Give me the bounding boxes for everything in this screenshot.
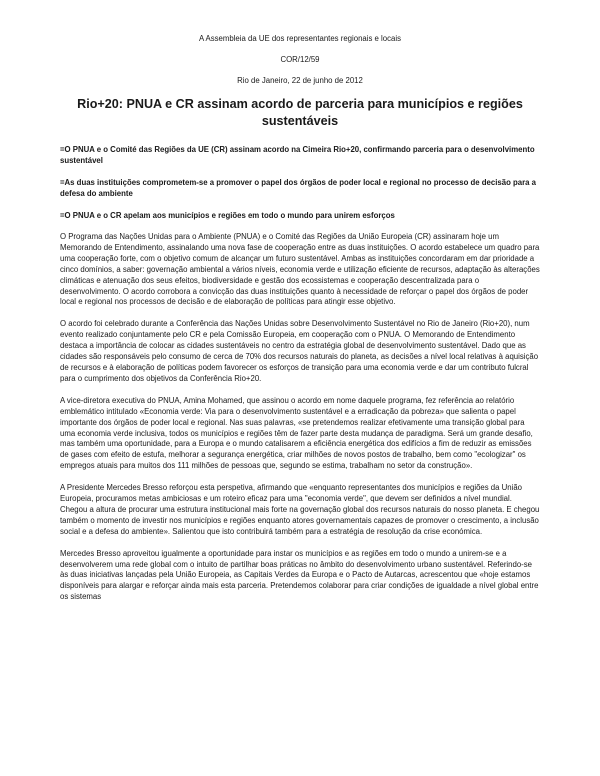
body-paragraph: A Presidente Mercedes Bresso reforçou esta perspetiva, afirmando que «enquanto representantes dos municípios e regiões da União Europeia, procuramos metas ambiciosas e um roteiro eficaz para uma "economia verde", que devem ser definidos a nível mundial. Chegou a altura de procurar uma estrutura institucional mais forte na governação global dos recursos naturais do nosso planeta. E chegou também o momento de investir nos municípios e regiões enquanto atores governamentais capazes de promover o crescimento, a inclusão social e a defesa do ambiente». Salientou que isto contribuirá também para a estratégia de resolução da crise económica. [60,483,540,536]
body-paragraph: O acordo foi celebrado durante a Conferência das Nações Unidas sobre Desenvolvimento Sustentável no Rio de Janeiro (Rio+20), num evento realizado conjuntamente pelo CR e pela Comissão Europeia, em cooperação com o PNUA. O Memorando de Entendimento destaca a importância de colocar as cidades sustentáveis no centro da estratégia global de desenvolvimento sustentável. Dado que as cidades são responsáveis pelo consumo de cerca de 70% dos recursos naturais do planeta, as decisões a nível local relativas à aquisição de recursos e à elaboração de políticas podem favorecer os esforços de transição para uma economia verde e dar um contributo fulcral para o cumprimento dos objetivos da Conferência Rio+20. [60,319,539,383]
summary-bullet: =As duas instituições comprometem-se a promover o papel dos órgãos de poder local e regional no processo de decisão para a defesa do ambiente [60,178,536,198]
summary-bullet: =O PNUA e o CR apelam aos municípios e regiões em todo o mundo para unirem esforços [60,211,395,220]
reference-number: COR/12/59 [280,55,320,64]
summary-bullet: =O PNUA e o Comité das Regiões da UE (CR) assinam acordo na Cimeira Rio+20, confirmando parceria para o desenvolvimento sustentável [60,145,535,165]
organization-line: A Assembleia da UE dos representantes regionais e locais [199,34,401,43]
page-title: Rio+20: PNUA e CR assinam acordo de parceria para municípios e regiões sustentáveis [77,97,523,128]
body-paragraph: A vice-diretora executiva do PNUA, Amina Mohamed, que assinou o acordo em nome daquele programa, fez referência ao relatório emblemático intitulado «Economia verde: Via para o desenvolvimento sustentável e a erradicação da pobreza» que salienta o papel importante dos órgãos de poder local e regional. Nas suas palavras, «se pretendemos realizar efetivamente uma transição global para uma economia verde inclusiva, todos os municípios e regiões têm de fazer parte desta mudança de paradigma. Será um grande desafio, mas também uma oportunidade, para a Europa e o mundo catalisarem a eficiência energética dos edifícios a fim de reduzir as emissões de gases com efeito de estufa, melhorar a segurança energética, criar milhões de novos postos de trabalho, bem como "ecologizar" os empregos atuais para muitos dos 111 milhões de pessoas que, segundo se estima, trabalham no setor da construção». [60,395,533,471]
date-line: Rio de Janeiro, 22 de junho de 2012 [237,76,363,85]
body-paragraph: O Programa das Nações Unidas para o Ambiente (PNUA) e o Comité das Regiões da União Europeia (CR) assinaram hoje um Memorando de Entendimento, assinalando uma nova fase de cooperação entre as duas instituições. O acordo estabelece um quadro para uma cooperação forte, com o objetivo comum de alcançar um futuro sustentável. Ambas as instituições concordaram em dar prioridade a cinco domínios, a saber: governação ambiental a vários níveis, economia verde e utilização eficiente de recursos, adaptação às alterações climáticas e atenuação dos seus efeitos, biodiversidade e gestão dos ecossistemas e cooperação descentralizada para o desenvolvimento. O acordo corrobora a convicção das duas instituições quanto à necessidade de reforçar o papel dos órgãos de poder local e regional nos processos de decisão e de elaboração de políticas para atingir esse objetivo. [60,232,540,307]
body-paragraph: Mercedes Bresso aproveitou igualmente a oportunidade para instar os municípios e as regiões em todo o mundo a unirem-se e a desenvolverem uma rede global com o intuito de partilhar boas práticas no âmbito do desenvolvimento urbano sustentável. Referindo-se às duas iniciativas lançadas pela União Europeia, as Capitais Verdes da Europa e o Pacto de Autarcas, acrescentou que «hoje estamos disponíveis para alargar e reforçar ainda mais esta parceria. Pretendemos colaborar para criar condições de igualdade a nível global entre os sistemas [60,548,539,602]
